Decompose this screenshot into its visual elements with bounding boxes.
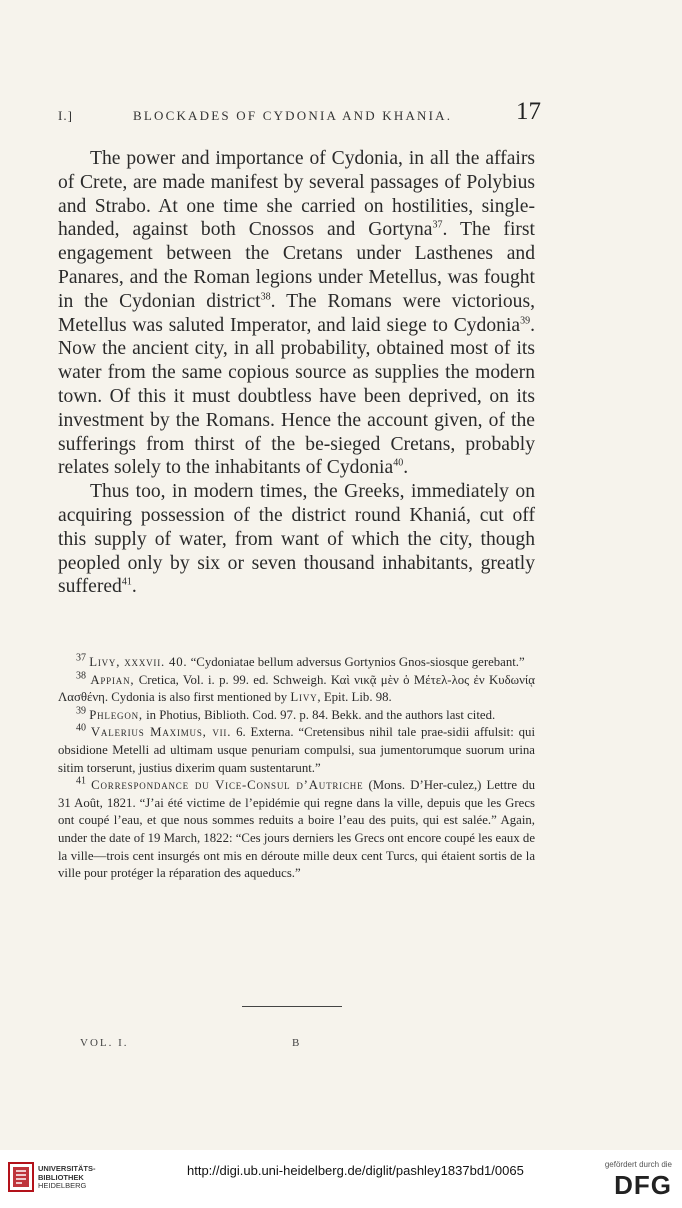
footnote-ref-39: 39: [520, 315, 531, 327]
footnote-text: Cretica, Vol. i. p. 99. ed. Schweigh. Καὶ νικᾷ μὲν ὁ Μέτελ-λος ἐν Κυδωνίᾳ Λασθένη. Cydonia is also first mentioned by: [58, 672, 535, 705]
library-line-1: UNIVERSITÄTS-: [38, 1164, 96, 1173]
footnote-37: [58, 654, 535, 672]
footnote-text-2: , Epit. Lib. 98.: [317, 690, 392, 705]
paragraph-2: [58, 480, 535, 599]
footnote-source: Valerius Maximus, vii.: [90, 725, 232, 740]
footnote-source-2: Livy: [290, 690, 318, 705]
footnote-text: (Mons. D’Her-culez,) Lettre du 31 Août, 1821. “J’ai été victime de l’epidémie qui regne dans la ville, depuis que les Grecs ont coupé l’eau, et que nous sommes reduits a boire l’eau des puits, qui est salée.” Again, under the date of 19 March, 1822: “Ces jours derniers les Grecs ont encore coupé les eaux de la ville—trois cent insurgés ont mis en déroute mille deux cent Turcs, qui étaient sortis de la ville pour protéger la réparation des aqueducs.”: [58, 778, 536, 881]
p2-text-a: Thus too, in modern times, the Greeks, immediately on acquiring possession of the district round Khaniá, cut off this supply of water, from want of which the city, though peopled only by six or seven thousand inhabitants, greatly suffered: [58, 481, 535, 598]
main-text: [58, 147, 535, 599]
footnote-number: 37: [76, 652, 86, 664]
footnote-source: Phlegon,: [89, 707, 143, 722]
footnote-number: 41: [76, 775, 86, 787]
footnote-text: “Cydoniatae bellum adversus Gortynios Gnos-siosque gerebant.”: [187, 655, 525, 669]
p1-text-d: . Now the ancient city, in all probability, obtained most of its water from the same copious source as supplies the modern town. Of this it must doubtless have been deprived, on its investment by the Romans. Hence the account given, of the sufferings from thirst of the be-sieged Cretans, probably relates solely to the inhabitants of Cydonia: [58, 314, 535, 479]
p1-text-c: . The Romans were victorious, Metellus was saluted Imperator, and laid siege to Cydonia: [58, 290, 535, 336]
p1-text-b: . The first engagement between the Cretans under Lasthenes and Panares, and the Roman legions under Metellus, was fought in the Cydonian district: [58, 219, 535, 312]
footnote-text: in Photius, Biblioth. Cod. 97. p. 84. Bekk. and the authors last cited.: [142, 707, 496, 722]
footnote-41: [58, 777, 535, 883]
volume-mark: VOL. I.: [80, 1037, 129, 1049]
dfg-logo: DFG: [614, 1170, 672, 1200]
running-header: [58, 98, 541, 132]
running-title: BLOCKADES OF CYDONIA AND KHANIA.: [133, 108, 453, 123]
p1-text-a: The power and importance of Cydonia, in all the affairs of Crete, are made manifest by several passages of Polybius and Strabo. At one time she carried on hostilities, single-handed, against both Cnossos and Gortyna: [58, 148, 535, 241]
library-line-3: HEIDELBERG: [38, 1181, 87, 1190]
p1-text-e: .: [403, 457, 409, 479]
footnote-source: Correspondance du Vice-Consul d’Autriche: [91, 778, 364, 793]
paragraph-1: [58, 147, 535, 480]
funding-caption: gefördert durch die: [604, 1160, 672, 1169]
footnote-number: 40: [76, 723, 86, 735]
footnote-number: 39: [76, 705, 86, 717]
digitization-banner: [0, 1150, 682, 1208]
footnotes: [58, 654, 535, 883]
footer-rule: [242, 1006, 342, 1007]
signature-mark: B: [292, 1037, 300, 1049]
footnote-source: Appian,: [90, 672, 135, 687]
source-url-link[interactable]: http://digi.ub.uni-heidelberg.de/diglit/pashley1837bd1/0065: [187, 1163, 524, 1178]
footnote-ref-40: 40: [393, 457, 404, 469]
page-number: 17: [516, 98, 541, 125]
footnote-text: 6. Externa. “Cretensibus nihil tale prae-sidii affulsit: qui obsidione Metelli ad ultimam usque penuriam compulsi, sua jumentorumque suorum urina sitim torserunt, justius dixerim quam sustentarunt.”: [58, 725, 536, 775]
p2-text-b: .: [131, 576, 137, 598]
library-name: [38, 1165, 96, 1191]
footnote-39: [58, 707, 535, 725]
footnote-40: [58, 724, 535, 777]
chapter-marker: I.]: [58, 108, 73, 123]
footnote-38: [58, 672, 535, 707]
footnote-ref-38: 38: [260, 291, 271, 303]
footnote-number: 38: [76, 670, 86, 682]
library-line-2: BIBLIOTHEK: [38, 1172, 84, 1182]
footnote-ref-41: 41: [121, 576, 132, 588]
library-logo-icon: [8, 1162, 34, 1192]
footnote-source: Livy, xxxvii. 40.: [89, 655, 188, 669]
footnote-ref-37: 37: [432, 219, 443, 231]
